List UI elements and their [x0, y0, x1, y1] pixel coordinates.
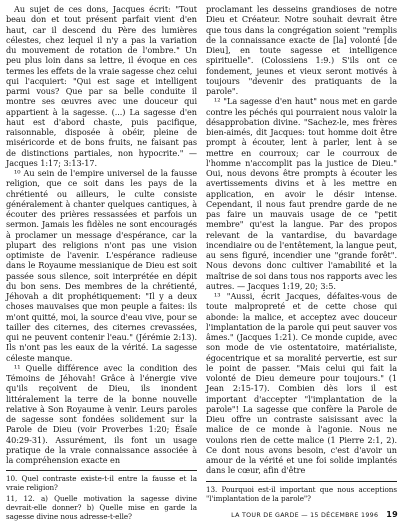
paragraph-11-continued: proclamant les desseins grandioses de notre Dieu et Créateur. Notre souhait devrait être que tous dans la congrégation soient "remplis de la connaissance exacte de [la] volonté [de Dieu], en toute sagesse et intelligence spirituelle". (Colossiens 1:9.) S'ils ont ce fondement, jeunes et vieux seront motivés à toujours "devenir des pratiquants de la parole". [206, 4, 397, 96]
page-number: 19 [386, 510, 398, 519]
paragraph-10: ¹⁰ Au sein de l'empire universel de la fausse religion, que ce soit dans les pays de la chrétienté ou ailleurs, le culte consiste généralement à chanter quelques cantiques, à écouter des prières ressassées et parfois un sermon. Jamais les fidèles ne sont encouragés à proclamer un message d'espérance, car la plupart des religions n'ont pas une vision optimiste de l'avenir. L'espérance radieuse dans le Royaume messianique de Dieu est soit passée sous silence, soit interprétée en dépit du bon sens. Des membres de la chrétienté, Jéhovah a dit prophétiquement: "Il y a deux choses mauvaises que mon peuple a faites: ils m'ont quitté, moi, la source d'eau vive, pour se tailler des citernes, des citernes crevassées, qui ne peuvent contenir l'eau." (Jérémie 2:13). Ils n'ont pas les eaux de la vérité. La sagesse céleste manque. [6, 168, 197, 363]
paragraph-13: ¹³ "Aussi, écrit Jacques, défaites-vous de toute malpropreté et de cette chose qui abonde: la malice, et acceptez avec douceur l'implantation de la parole qui peut sauver vos âmes." (Jacques 1:21). Ce monde cupide, avec son mode de vie ostentatoire, matérialiste, égocentrique et sa moralité pervertie, est sur le point de passer. "Mais celui qui fait la volonté de Dieu demeure pour toujours." (1 Jean 2:15-17). Combien dès lors il est important d'accepter "l'implantation de la parole"! La sagesse que confère la Parole de Dieu offre un contraste saisissant avec la malice de ce monde à l'agonie. Nous ne voulons rien de cette malice (1 Pierre 2:1, 2). Ce dont nous avons besoin, c'est d'avoir un amour de la vérité et une foi solide implantés dans le cœur, afin d'être [206, 291, 397, 476]
study-questions [6, 474, 197, 521]
left-column [6, 4, 197, 523]
page-footer [231, 510, 398, 519]
question-10: 10. Quel contraste existe-t-il entre la fausse et la vraie religion? [6, 474, 197, 493]
paragraph-11: ¹¹ Quelle différence avec la condition des Témoins de Jéhovah! Grâce à l'énergie vive qu'ils reçoivent de Dieu, ils inondent littéralement la terre de la bonne nouvelle relative à Son Royaume à venir. Leurs paroles de sagesse sont fondées solidement sur la Parole de Dieu (voir Proverbes 1:20; Ésaïe 40:29-31). Assurément, ils font un usage pratique de la vraie connaissance associée à la compréhension exacte en [6, 362, 197, 465]
right-column [206, 4, 397, 523]
question-divider [206, 481, 397, 482]
paragraph-12: ¹² "La sagesse d'en haut" nous met en garde contre les péchés qui pourraient nous valoir la désapprobation divine. "Sachez-le, mes frères bien-aimés, dit Jacques: tout homme doit être prompt à écouter, lent à parler, lent à se mettre en courroux; car le courroux de l'homme n'accomplit pas la justice de Dieu." Oui, nous devons être prompts à écouter les avertissements divins et à les mettre en application, en avoir le désir intense. Cependant, il nous faut prendre garde de ne pas faire un mauvais usage de ce "petit membre" qu'est la langue. Par des propos relevant de la vantardise, du bavardage incendiaire ou de l'entêtement, la langue peut, au sens figuré, incendier une "grande forêt". Nous devons donc cultiver l'amabilité et la maîtrise de soi dans tous nos rapports avec les autres. — Jacques 1:19, 20; 3:5. [206, 96, 397, 291]
question-13: 13. Pourquoi est-il important que nous acceptions "l'implantation de la parole"? [206, 484, 397, 503]
magazine-issue: LA TOUR DE GARDE — 15 DÉCEMBRE 1996 [231, 512, 379, 519]
question-11-12: 11, 12. a) Quelle motivation la sagesse divine devrait-elle donner? b) Quelle mise en garde la sagesse divine nous adresse-t-elle? [6, 494, 197, 522]
study-questions [206, 485, 397, 503]
paragraph-9-continued: Au sujet de ces dons, Jacques écrit: "Tout beau don et tout présent parfait vient d'en haut, car il descend du Père des lumières célestes, chez lequel il n'y a pas la variation du mouvement de rotation de l'ombre." Un peu plus loin dans sa lettre, il évoque en ces termes les effets de la vraie sagesse chez celui qui l'acquiert: "Qui est sage et intelligent parmi vous? Que par sa belle conduite il montre ses œuvres avec une douceur qui appartient à la sagesse. (...) La sagesse d'en haut est d'abord chaste, puis pacifique, raisonnable, disposée à obéir, pleine de miséricorde et de bons fruits, ne faisant pas de distinctions partiales, non hypocrite." — Jacques 1:17; 3:13-17. [6, 4, 197, 168]
two-column-layout [6, 4, 400, 523]
question-divider [6, 470, 197, 471]
